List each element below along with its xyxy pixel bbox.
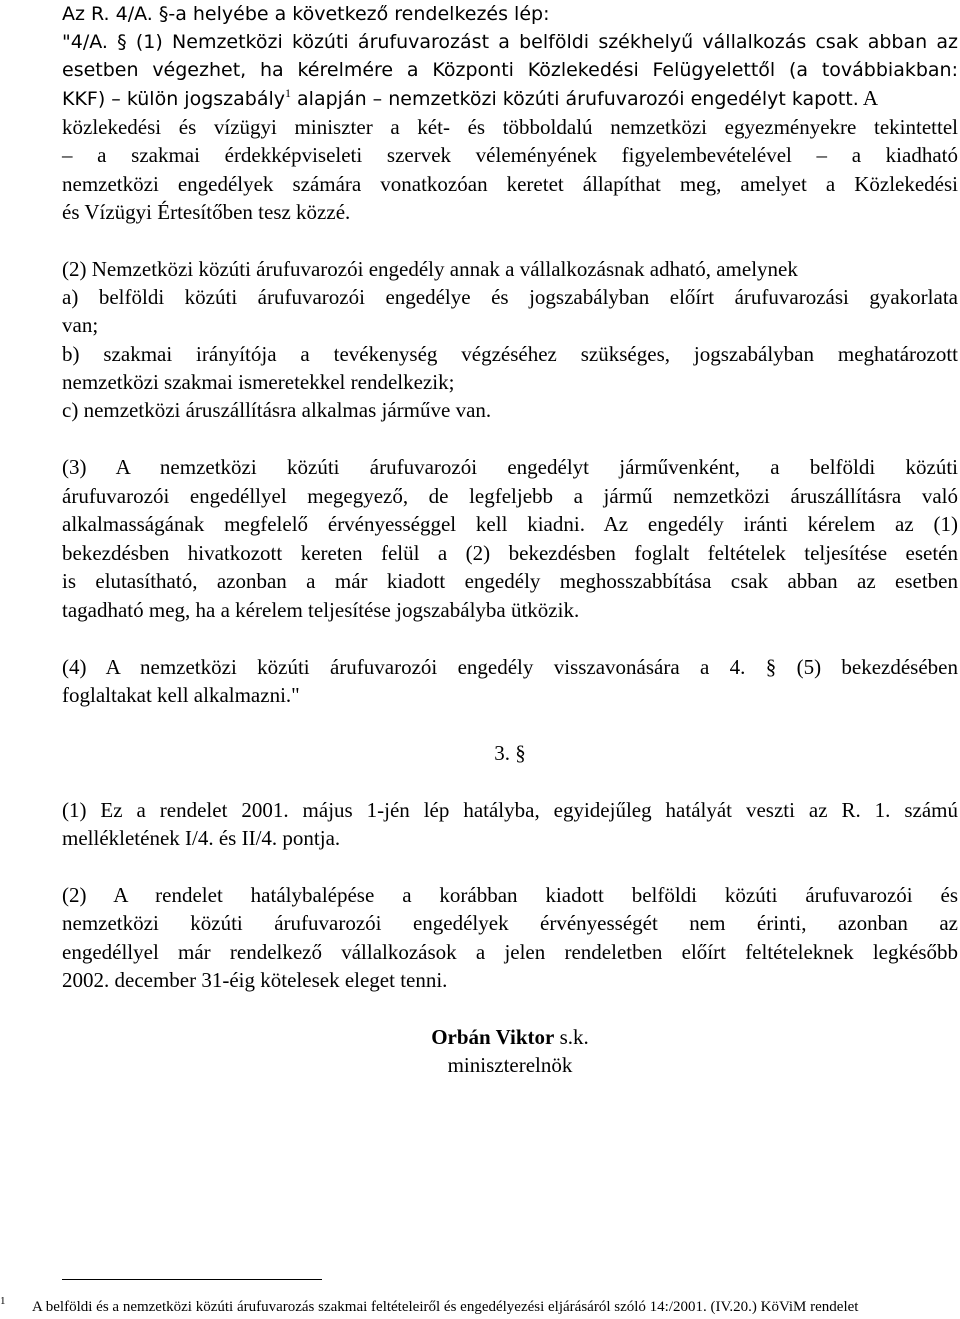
para2-line-5: nemzetközi szakmai ismeretekkel rendelkezik; [62, 370, 455, 394]
para1-line-3-end: A [858, 86, 879, 110]
para1-line-4: közlekedési és vízügyi miniszter a két- és többoldalú nemzetközi egyezményekre tekintettel [62, 115, 958, 139]
intro-line: Az R. 4/A. §-a helyébe a következő rendelkezés lép: [62, 3, 550, 25]
para1-line-1: "4/A. § (1) Nemzetközi közúti árufuvarozást a belföldi székhelyű vállalkozás csak abban az [62, 31, 958, 53]
para2-line-6: c) nemzetközi áruszállításra alkalmas járműve van. [62, 398, 492, 422]
footnote-divider [62, 1279, 322, 1280]
para6-line-1: (2) A rendelet hatálybalépése a korábban kiadott belföldi közúti árufuvarozói és [62, 883, 958, 907]
para2-line-1: (2) Nemzetközi közúti árufuvarozói engedély annak a vállalkozásnak adható, amelynek [62, 257, 798, 281]
para1-line-7: és Vízügyi Értesítőben tesz közzé. [62, 200, 351, 224]
para4-line-1: (4) A nemzetközi közúti árufuvarozói engedély visszavonására a 4. § (5) bekezdésében [62, 655, 958, 679]
section-heading: 3. § [494, 741, 526, 765]
para1-line-3 [62, 84, 878, 113]
para2-line-3: van; [62, 313, 99, 337]
para3-line-3: alkalmasságának megfelelő érvényességgel kell kiadni. Az engedély iránti kérelem az (1) [62, 512, 958, 536]
signature-line [62, 1023, 958, 1051]
para2-line-2: a) belföldi közúti árufuvarozói engedélye és jogszabályban előírt árufuvarozási gyakorlata [62, 285, 958, 309]
para1-line-5: – a szakmai érdekképviseleti szervek véleményének figyelembevételével – a kiadható [62, 143, 958, 167]
para5-line-1: (1) Ez a rendelet 2001. május 1-jén lép hatályba, egyidejűleg hatályát veszti az R. 1. számú [62, 798, 958, 822]
para6-line-2: nemzetközi közúti árufuvarozói engedélyek érvényességét nem érinti, azonban az [62, 911, 958, 935]
para3-line-1: (3) A nemzetközi közúti árufuvarozói engedélyt járművenként, a belföldi közúti [62, 455, 958, 479]
para1-line-3-middle: alapján – nemzetközi közúti árufuvarozói engedélyt kapott. [291, 88, 859, 110]
footnote-text: A belföldi és a nemzetközi közúti árufuvarozás szakmai feltételeiről és engedélyezési eljárásáról szóló 14:/2001. (IV.20.) KöViM rendelet [32, 1299, 859, 1315]
signatory-title: miniszterelnök [447, 1053, 573, 1077]
para4-line-2: foglaltakat kell alkalmazni." [62, 683, 300, 707]
para3-line-5: is elutasítható, azonban a már kiadott engedély meghosszabbítása csak abban az esetben [62, 569, 958, 593]
para6-line-3: engedéllyel már rendelkező vállalkozások a jelen rendeletben előírt feltételeknek legkésőbb [62, 940, 958, 964]
signature-suffix: s.k. [554, 1025, 589, 1049]
para3-line-6: tagadható meg, ha a kérelem teljesítése jogszabályba ütközik. [62, 598, 580, 622]
para1-line-6: nemzetközi engedélyek számára vonatkozóan keretet állapíthat meg, amelyet a Közlekedési [62, 172, 958, 196]
para3-line-2: árufuvarozói engedéllyel megegyező, de legfeljebb a jármű nemzetközi áruszállításra való [62, 484, 958, 508]
para3-line-4: bekezdésben hivatkozott kereten felül a (2) bekezdésben foglalt feltételek teljesítése esetén [62, 541, 958, 565]
signatory-name: Orbán Viktor [431, 1025, 555, 1049]
para1-line-2: esetben végezhet, ha kérelmére a Központi Közlekedési Felügyelettől (a továbbiakban: [62, 59, 958, 81]
para1-line-3-start: KKF) – külön jogszabály [62, 88, 285, 110]
footnote-reference[interactable]: 1 [285, 86, 291, 100]
footnote-mark: 1 [0, 1295, 6, 1307]
para6-line-4: 2002. december 31-éig kötelesek eleget tenni. [62, 968, 448, 992]
para2-line-4: b) szakmai irányítója a tevékenység végzéséhez szükséges, jogszabályban meghatározott [62, 342, 958, 366]
para5-line-2: mellékletének I/4. és II/4. pontja. [62, 826, 341, 850]
